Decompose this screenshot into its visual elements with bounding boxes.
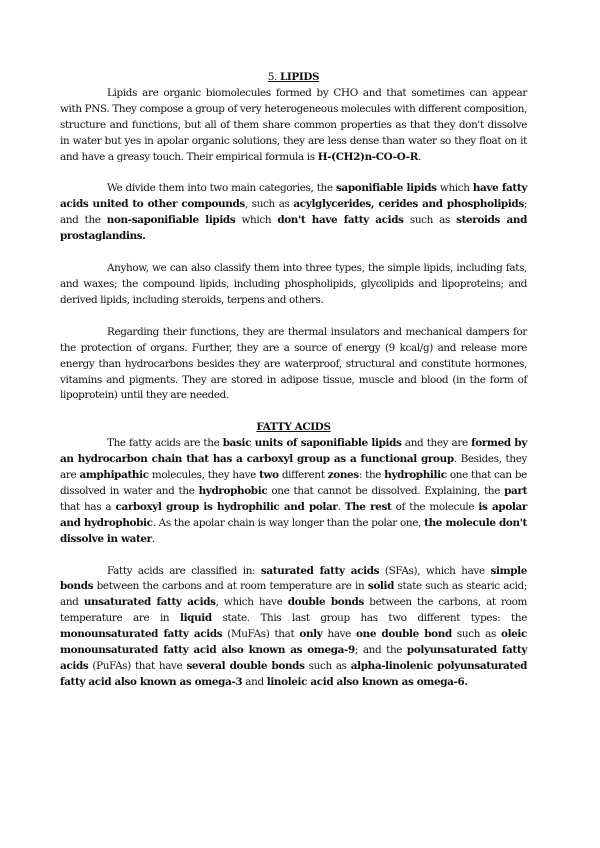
bold-text-run: linoleic acid also known as omega-6. [266, 675, 468, 688]
bold-text-run: zones [327, 469, 359, 482]
bold-text-run: part [504, 484, 528, 497]
text-run: , such as [244, 198, 294, 211]
bold-text-run: solid [367, 580, 395, 593]
text-run: one that cannot be dissolved. Explaining, the [267, 484, 505, 497]
text-run: The fatty acids are the [107, 437, 223, 450]
bold-text-run: carboxyl group is hydrophilic and polar [115, 500, 338, 513]
text-run: . As the apolar chain is way longer than the polar one, [152, 516, 425, 529]
bold-text-run: saponifiable lipids [335, 182, 437, 195]
text-run: one that can be dissolved in water and the [60, 469, 527, 497]
text-run: Lipids are organic biomolecules formed by CHO and that sometimes can appear with PNS. They compose a group of very heterogeneous molecules with different composition, structure and functions, but all of them share common properties as that they don't dissolve in water but yes in apolar organic solutions, they are less dense than water so they float on it and have a greasy touch. Their empirical formula is [60, 86, 528, 163]
text-run: which [436, 182, 473, 195]
fatty-acids-definition-paragraph [60, 436, 527, 547]
bold-text-run: double bonds [287, 596, 364, 609]
text-run: which [235, 214, 278, 227]
bold-text-run: is apolar and hydrophobic [60, 500, 528, 529]
text-run: different [278, 469, 328, 482]
text-run: Regarding their functions, they are thermal insulators and mechanical dampers for the protection of organs. Further, they are a source of energy (9 kcal/g) and release more energy than hydrocarbons besides they are waterproof, structural and constitute hormones, vitamins and pigments. They are stored in adipose tissue, muscle and blood (in the form of lipoprotein) until they are needed. [60, 325, 527, 402]
bold-text-run: several double bonds [186, 660, 305, 672]
text-run: state such as stearic acid; and [60, 580, 528, 609]
text-run: Fatty acids are classified in: [107, 564, 261, 577]
fatty-acids-heading: FATTY ACIDS [256, 421, 331, 434]
text-run: : the [358, 469, 385, 482]
text-run: . [337, 500, 345, 513]
text-run: (MuFAs) that [222, 628, 300, 641]
lipids-intro-paragraph [60, 86, 527, 166]
bold-text-run: polyunsaturated fatty acids [60, 644, 528, 672]
text-run: Anyhow, we can also classify them into three types, the simple lipids, including fats, and waxes; the compound lipids, including phospholipids, glycolipids and lipoproteins; and derived lipids, including steroids, terpens and others. [60, 262, 527, 306]
text-run: state. This last group has two different types: the [211, 612, 527, 625]
section-title [60, 70, 527, 86]
text-run: . [418, 150, 421, 163]
bold-text-run: hydrophobic [198, 484, 268, 497]
bold-text-run: hydrophilic [384, 469, 447, 482]
bold-text-run: simple bonds [60, 564, 527, 593]
bold-text-run: non-saponifiable lipids [106, 214, 236, 227]
text-run: have [322, 628, 357, 641]
bold-text-run: have fatty acids united to other compounds [60, 182, 528, 211]
fatty-acids-classification-paragraph [60, 564, 527, 691]
text-run: . Besides, they are [60, 453, 528, 482]
text-run: molecules, they have [148, 469, 260, 482]
lipids-functions-paragraph [60, 325, 527, 405]
bold-text-run: only [299, 628, 323, 641]
bold-text-run: monounsaturated fatty acids [60, 628, 223, 641]
section-name: LIPIDS [279, 71, 320, 83]
text-run: such as [304, 660, 351, 672]
bold-text-run: steroids and prostaglandins. [60, 214, 527, 243]
text-run: , which have [215, 596, 288, 609]
bold-text-run: saturated fatty acids [260, 564, 380, 577]
bold-text-run: one double bond [356, 628, 452, 641]
text-run: ; and the [60, 198, 528, 227]
bold-text-run: the molecule don't dissolve in water [60, 516, 527, 545]
bold-text-run: oleic monounsaturated fatty acid also known as omega-9 [60, 628, 527, 657]
lipids-categories-paragraph [60, 181, 527, 245]
bold-text-run: liquid [179, 612, 212, 625]
text-run: (SFAs), which have [379, 564, 491, 577]
bold-text-run: don't have fatty acids [277, 214, 404, 227]
text-run: that has a [60, 500, 116, 513]
bold-text-run: basic units of saponifiable lipids [222, 437, 402, 450]
text-run: such as [403, 214, 457, 227]
lipids-types-paragraph [60, 261, 527, 309]
bold-text-run: two [259, 469, 279, 482]
bold-text-run: acylglycerides, cerides and phospholipids [293, 198, 524, 211]
bold-text-run: H-(CH2)n-CO-O-R [317, 150, 419, 163]
text-run: ; and the [354, 644, 407, 657]
text-run: . [151, 532, 155, 545]
text-run: and they are [401, 437, 472, 450]
bold-text-run: unsaturated fatty acids [83, 596, 216, 609]
section-number: 5. [267, 71, 277, 83]
text-run: between the carbons and at room temperature are in [93, 580, 368, 593]
text-run: such as [451, 628, 501, 641]
bold-text-run: alpha-linolenic polyunsaturated fatty acid also known as omega-3 [60, 660, 528, 688]
section-title-text [268, 71, 319, 83]
text-run: between the carbons, at room temperature are in [60, 596, 527, 625]
bold-text-run: formed by an hydrocarbon chain that has a carboxyl group as a functional group [60, 437, 528, 466]
bold-text-run: amphipathic [79, 469, 149, 482]
text-run: (PuFAs) that have [88, 660, 187, 672]
document-page [60, 70, 527, 691]
text-run: of the molecule [391, 500, 479, 513]
text-run: and [242, 675, 267, 688]
bold-text-run: The rest [344, 500, 392, 513]
text-run: We divide them into two main categories, the [107, 182, 336, 195]
